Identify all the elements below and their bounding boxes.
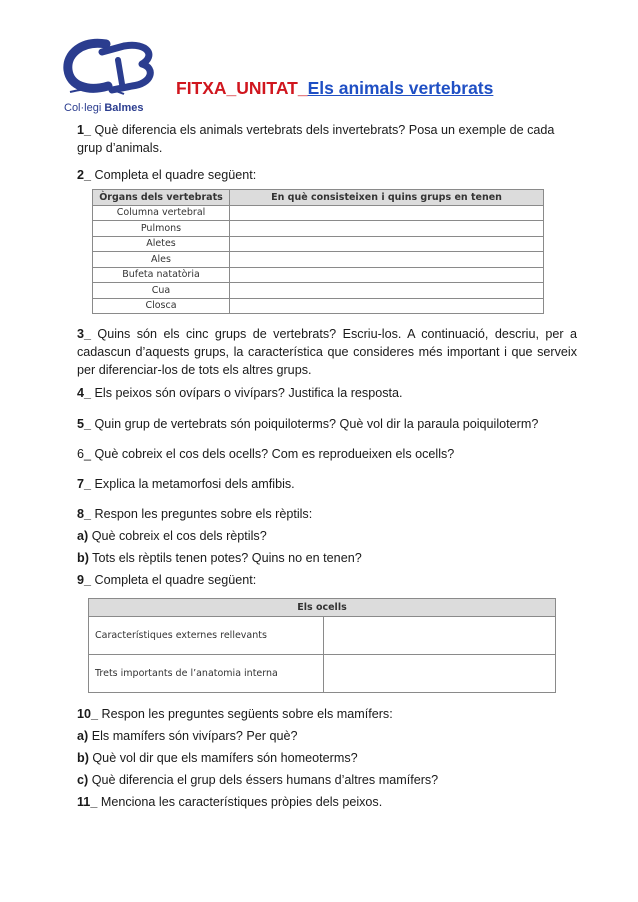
table-row (93, 252, 544, 268)
table-row (89, 617, 556, 655)
question-5: 5_ Quin grup de vertebrats són poiquiloterms? Què vol dir la paraula poiquiloterm? (77, 417, 539, 431)
organ-cell: Closca (93, 298, 230, 314)
organ-cell: Aletes (93, 236, 230, 252)
answer-cell[interactable] (230, 267, 544, 283)
question-10: 10_ Respon les preguntes següents sobre els mamífers: (77, 707, 393, 721)
question-8b: b) Tots els rèptils tenen potes? Quins no en tenen? (77, 551, 362, 565)
organ-cell: Ales (93, 252, 230, 268)
question-3: 3_ Quins són els cinc grups de vertebrats? Escriu-los. A continuació, descriu, per a cadascun d’aquests grups, la característica que consideres més important i que serveix per diferenciar-los de tots els altres grups. (77, 327, 577, 377)
question-4: 4_ Els peixos són ovípars o vivípars? Justifica la resposta. (77, 386, 403, 400)
title-subject: Els animals vertebrats (307, 78, 494, 98)
question-8a: a) Què cobreix el cos dels rèptils? (77, 529, 267, 543)
school-logo (62, 38, 162, 118)
organs-table-header-col2: En què consisteixen i quins grups en tenen (230, 190, 544, 206)
answer-cell[interactable] (230, 236, 544, 252)
question-11: 11_ Menciona les característiques pròpies dels peixos. (77, 795, 383, 809)
question-8: 8_ Respon les preguntes sobre els rèptils: (77, 507, 313, 521)
answer-cell[interactable] (230, 252, 544, 268)
birds-table (88, 598, 556, 693)
organ-cell: Bufeta natatòria (93, 267, 230, 283)
organs-table (92, 189, 544, 314)
organs-table-header-col1: Òrgans dels vertebrats (93, 190, 230, 206)
answer-cell[interactable] (324, 655, 556, 693)
birds-table-header: Els ocells (89, 599, 556, 617)
question-1: 1_ Què diferencia els animals vertebrats dels invertebrats? Posa un exemple de cada grup d’animals. (77, 123, 555, 155)
birds-row-label: Característiques externes rellevants (89, 617, 324, 655)
school-name: Col·legi Balmes (64, 102, 144, 114)
question-7: 7_ Explica la metamorfosi dels amfibis. (77, 477, 295, 491)
question-9: 9_ Completa el quadre següent: (77, 573, 257, 587)
question-10a: a) Els mamífers són vivípars? Per què? (77, 729, 298, 743)
organ-cell: Columna vertebral (93, 205, 230, 221)
table-row (93, 298, 544, 314)
birds-row-label: Trets importants de l’anatomia interna (89, 655, 324, 693)
answer-cell[interactable] (230, 205, 544, 221)
answer-cell[interactable] (324, 617, 556, 655)
answer-cell[interactable] (230, 221, 544, 237)
answer-cell[interactable] (230, 283, 544, 299)
question-6: 6_ Què cobreix el cos dels ocells? Com es reprodueixen els ocells? (77, 447, 455, 461)
table-row (93, 283, 544, 299)
question-10b: b) Què vol dir que els mamífers són homeoterms? (77, 751, 358, 765)
table-row (93, 236, 544, 252)
table-row (93, 267, 544, 283)
organ-cell: Cua (93, 283, 230, 299)
school-logo-mark (62, 38, 162, 100)
table-row (93, 205, 544, 221)
answer-cell[interactable] (230, 298, 544, 314)
question-2: 2_ Completa el quadre següent: (77, 168, 257, 182)
table-row (89, 655, 556, 693)
title-prefix: FITXA_UNITAT_ (176, 78, 308, 98)
page-title (176, 78, 493, 99)
question-10c: c) Què diferencia el grup dels éssers humans d’altres mamífers? (77, 773, 439, 787)
organ-cell: Pulmons (93, 221, 230, 237)
table-row (93, 221, 544, 237)
